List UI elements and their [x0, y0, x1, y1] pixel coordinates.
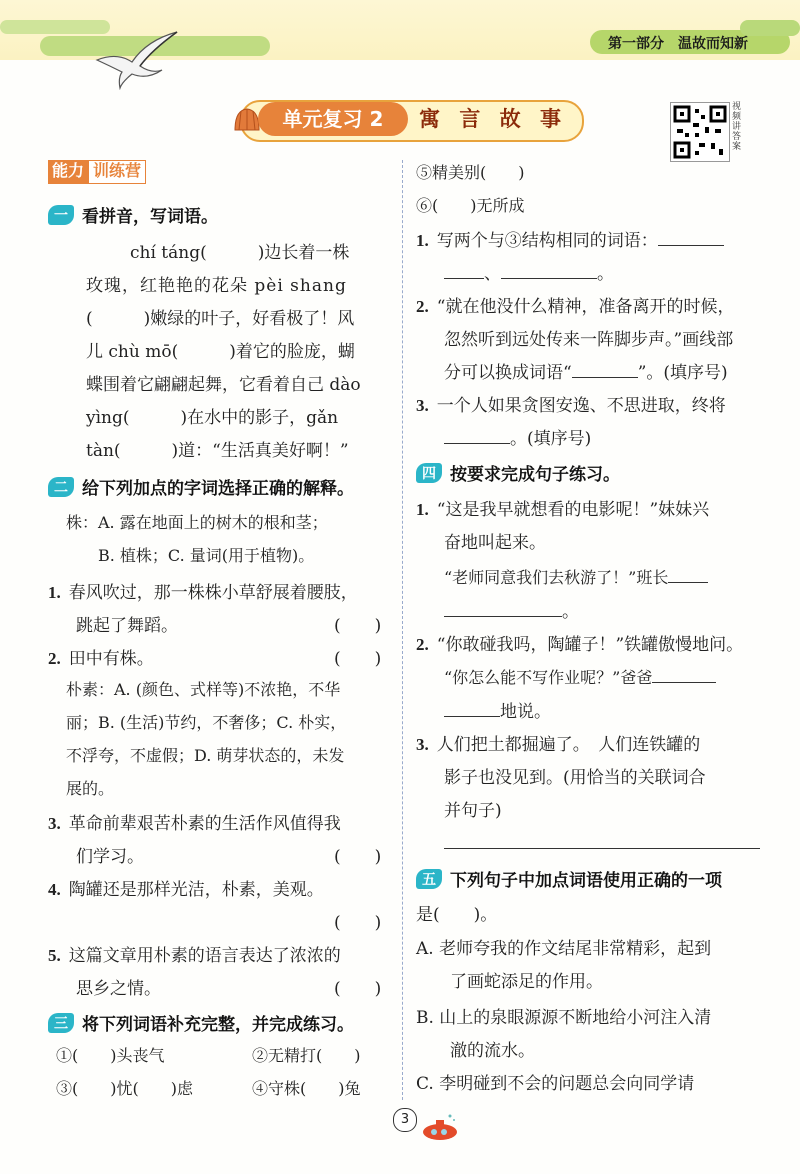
section-1-heading	[48, 202, 218, 227]
question-line	[48, 941, 341, 966]
answer-paren[interactable]: ( )	[334, 649, 382, 669]
answer-blank[interactable]	[658, 227, 724, 246]
fill-item[interactable]: ④守株( )兔	[252, 1079, 361, 1098]
question-text: 陶罐还是那样光洁，朴素，美观。	[68, 880, 324, 900]
answer-paren[interactable]: ( )	[334, 979, 382, 999]
answer-paren[interactable]: ( )	[334, 616, 382, 636]
unit-title: 单元复习 2	[258, 102, 408, 136]
fill-item[interactable]: ②无精打( )	[252, 1046, 361, 1065]
section-2-heading	[48, 474, 354, 499]
pinyin-line: 玫瑰，红艳艳的花朵 pèi shang	[86, 276, 347, 296]
question-text: “你敢碰我吗，陶罐子！”铁罐傲慢地问。	[436, 635, 744, 655]
answer-blank[interactable]	[668, 564, 708, 583]
question-text: “就在他没什么精神，准备离开的时候，	[436, 297, 735, 317]
question-number: 3.	[416, 396, 429, 415]
answer-blank[interactable]	[501, 260, 597, 279]
qr-label: 视频讲答案	[732, 102, 742, 152]
section-title: 下列句子中加点词语使用正确的一项	[450, 871, 722, 890]
question-line	[48, 809, 341, 834]
section-5-heading	[416, 866, 722, 891]
question-text: “老师同意我们去秋游了！”班长	[444, 568, 669, 587]
pinyin-line: tàn( )道：“生活真美好啊！”	[86, 441, 349, 461]
section-4-heading	[416, 460, 620, 485]
question-line: 思乡之情。	[76, 979, 161, 999]
question-text: “这是我早就想看的电影呢！”妹妹兴	[436, 500, 710, 520]
option-a[interactable]: A. 老师夸我的作文结尾非常精彩，起到	[416, 939, 712, 959]
qr-image[interactable]	[670, 102, 730, 162]
question-text: 革命前辈艰苦朴素的生活作风值得我	[68, 814, 341, 834]
question-text: 田中有株。	[68, 649, 154, 669]
page-number: 3	[393, 1108, 417, 1132]
option-b[interactable]: B. 山上的泉眼源源不断地给小河注入清	[416, 1008, 712, 1028]
section-badge: 二	[48, 477, 74, 497]
section-title: 看拼音，写词语。	[82, 207, 218, 226]
definition-line: 展的。	[66, 779, 115, 798]
pinyin-line: 蝶围着它翩翩起舞，它看着自己 dào	[86, 375, 361, 395]
question-number: 4.	[48, 880, 61, 899]
question-line	[444, 664, 716, 688]
section-badge: 四	[416, 463, 442, 483]
ability-tag-b: 训练营	[88, 160, 146, 184]
question-line	[416, 630, 743, 655]
section-badge: 五	[416, 869, 442, 889]
qr-icon	[671, 103, 729, 161]
question-text: 一个人如果贪图安逸、不思进取，终将	[436, 396, 726, 416]
option-b-cont: 澈的流水。	[450, 1041, 535, 1061]
answer-line[interactable]	[444, 848, 760, 849]
question-line	[416, 391, 726, 416]
question-line: 忽然听到远处传来一阵脚步声。”画线部	[444, 330, 734, 350]
question-number: 2.	[416, 297, 429, 316]
section-title: 按要求完成句子练习。	[450, 465, 620, 484]
answer-paren[interactable]: ( )	[334, 847, 382, 867]
pinyin-line: yìng( )在水中的影子，gǎn	[86, 408, 339, 428]
question-number: 3.	[48, 814, 61, 833]
question-text: 写两个与③结构相同的词语：	[436, 231, 658, 251]
question-number: 1.	[416, 500, 429, 519]
section-title: 给下列加点的字词选择正确的解释。	[82, 479, 354, 498]
section-badge: 一	[48, 205, 74, 225]
pinyin-line: chí táng( )边长着一株	[130, 243, 350, 263]
topic-title: 寓 言 故 事	[419, 107, 567, 131]
question-number: 3.	[416, 735, 429, 754]
period: 。	[562, 602, 579, 622]
answer-paren[interactable]: ( )	[334, 913, 382, 933]
seagull-icon	[92, 30, 182, 90]
question-line: 影子也没见到。(用恰当的关联词合	[444, 768, 706, 788]
question-line	[416, 226, 724, 251]
separator: 、	[484, 264, 501, 284]
question-number: 5.	[48, 946, 61, 965]
definition-line: 不浮夸，不虚假；D. 萌芽状态的，未发	[66, 746, 345, 765]
section-title: 将下列词语补充完整，并完成练习。	[82, 1015, 354, 1034]
question-number: 1.	[48, 583, 61, 602]
question-text: 春风吹过，那一株株小草舒展着腰肢，	[68, 583, 358, 603]
question-line	[48, 644, 154, 669]
question-line: 们学习。	[76, 847, 144, 867]
question-line: 跳起了舞蹈。	[76, 616, 178, 636]
ability-tag-a: 能力	[48, 160, 88, 184]
question-line	[444, 358, 728, 383]
answer-blank[interactable]	[444, 425, 510, 444]
option-c[interactable]: C. 李明碰到不会的问题总会向同学请	[416, 1074, 695, 1094]
qr-code[interactable]	[670, 102, 748, 160]
submarine-icon	[420, 1112, 460, 1142]
question-line	[444, 424, 591, 449]
fill-item[interactable]: ⑤精美别( )	[416, 163, 525, 182]
answer-blank[interactable]	[572, 359, 638, 378]
question-text: 地说。	[500, 702, 551, 722]
question-line	[48, 578, 358, 603]
question-line: 并句子)	[444, 801, 502, 821]
fill-item[interactable]: ⑥( )无所成	[416, 196, 525, 215]
fill-item[interactable]: ①( )头丧气	[56, 1046, 165, 1065]
question-number: 2.	[416, 635, 429, 654]
answer-blank[interactable]	[444, 598, 562, 617]
question-line	[444, 259, 614, 284]
option-a-cont: 了画蛇添足的作用。	[450, 972, 603, 992]
question-text: 人们把土都掘遍了。 人们连铁罐的	[436, 735, 701, 755]
question-line	[416, 495, 709, 520]
period: 。	[597, 264, 614, 284]
section-3-heading	[48, 1010, 354, 1035]
section-badge: 三	[48, 1013, 74, 1033]
part-label: 第一部分 温故而知新	[608, 36, 748, 52]
question-number: 1.	[416, 231, 429, 250]
question-text: 分可以换成词语“	[444, 363, 572, 383]
question-text: ”。(填序号)	[637, 363, 728, 383]
definition-line: B. 植株；C. 量词(用于植物)。	[98, 546, 315, 565]
column-divider	[402, 160, 404, 1100]
pinyin-line: 儿 chù mō( )着它的脸庞，蝴	[86, 342, 355, 362]
definition-line: 朴素：A. (颜色、式样等)不浓艳，不华	[66, 680, 341, 699]
question-number: 2.	[48, 649, 61, 668]
header-deco	[740, 20, 800, 36]
question-line: 奋地叫起来。	[444, 533, 546, 553]
fill-item[interactable]: ③( )忧( )虑	[56, 1079, 193, 1098]
answer-blank[interactable]	[652, 664, 716, 683]
definition-line: 株：A. 露在地面上的树木的根和茎；	[66, 513, 328, 532]
question-text: 这篇文章用朴素的语言表达了浓浓的	[68, 946, 341, 966]
ability-tag	[48, 160, 146, 184]
definition-line: 丽；B. (生活)节约，不奢侈；C. 朴实，	[66, 713, 347, 732]
question-line	[444, 597, 579, 622]
answer-blank[interactable]	[444, 698, 500, 717]
pinyin-line: ( )嫩绿的叶子，好看极了！风	[86, 309, 355, 329]
question-line	[444, 564, 708, 588]
question-line	[444, 697, 551, 722]
question-text: “你怎么能不写作业呢？”爸爸	[444, 668, 653, 687]
question-line	[48, 875, 324, 900]
question-line: 是( )。	[416, 905, 498, 925]
question-line	[416, 730, 700, 755]
answer-blank[interactable]	[444, 260, 484, 279]
question-text: 。(填序号)	[510, 429, 592, 449]
question-line	[416, 292, 734, 317]
